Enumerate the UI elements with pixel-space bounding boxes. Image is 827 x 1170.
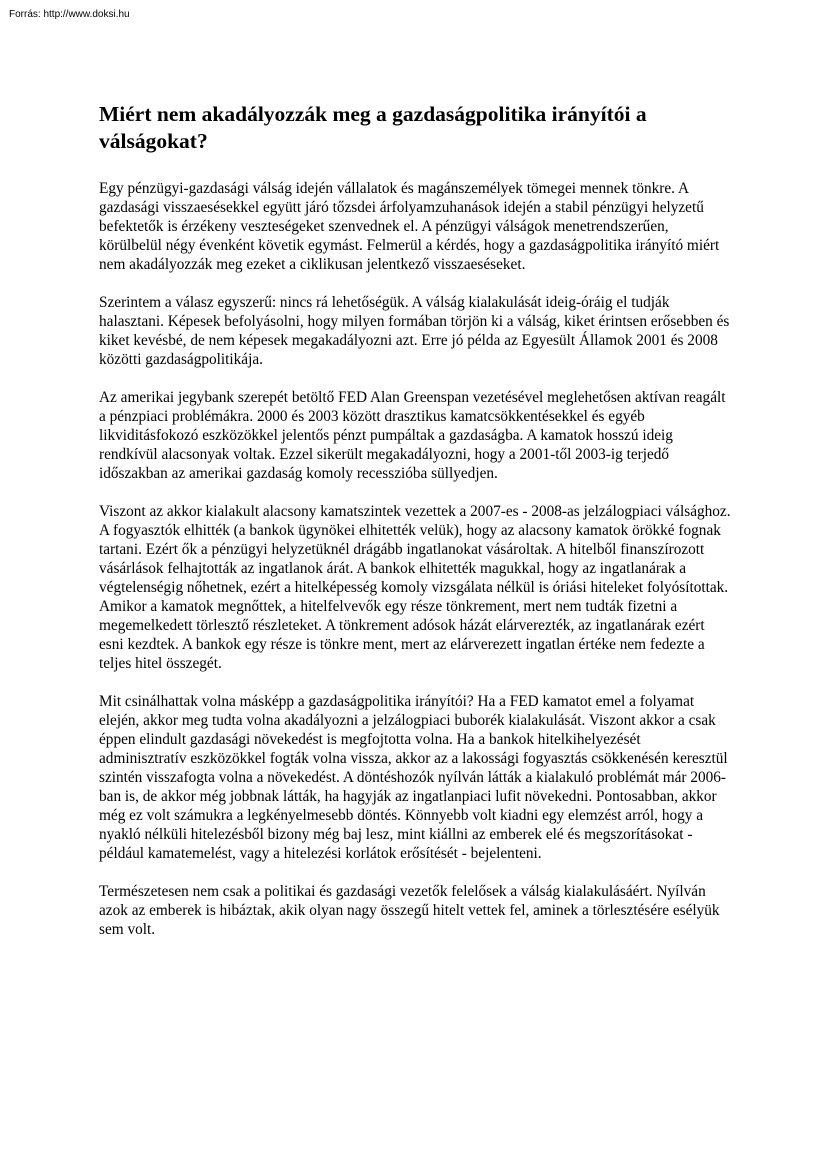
article-title: Miért nem akadályozzák meg a gazdaságpolitika irányítói a válságokat? <box>99 102 647 153</box>
paragraph-2: Szerintem a válasz egyszerű: nincs rá lehetőségük. A válság kialakulását ideig-óráig el tudják halasztani. Képesek befolyásolni, hogy milyen formában törjön ki a válság, kiket érintsen erősebben és kiket kevésbé, de nem képesek megakadályozni azt. Erre jó példa az Egyesült Államok 2001 és 2008 közötti gazdaságpolitikája. <box>99 294 730 368</box>
source-label: Forrás: http://www.doksi.hu <box>9 9 130 20</box>
paragraph-3: Az amerikai jegybank szerepét betöltő FED Alan Greenspan vezetésével meglehetősen aktívan reagált a pénzpiaci problémákra. 2000 és 2003 között drasztikus kamatcsökkentésekkel és egyéb likviditásfokozó eszközökkel jelentős pénzt pumpáltak a gazdaságba. A kamatok hosszú ideig rendkívül alacsonyak voltak. Ezzel sikerült megakadályozni, hogy a 2001-től 2003-ig terjedő időszakban az amerikai gazdaság komoly recesszióba süllyedjen. <box>99 389 726 482</box>
paragraph-5: Mit csinálhattak volna másképp a gazdaságpolitika irányítói? Ha a FED kamatot emel a folyamat elején, akkor meg tudta volna akadályozni a jelzálogpiaci buborék kialakulását. Viszont akkor a csak éppen elindult gazdasági növekedést is megfojtotta volna. Ha a bankok hitelkihelyezését adminisztratív eszközökkel fogták volna vissza, akkor az a lakossági fogyasztás csökkenésén keresztül szintén visszafogta volna a növekedést. A döntéshozók nyílván látták a kialakuló problémát már 2006-ban is, de akkor még jobbnak látták, ha hagyják az ingatlanpiaci lufit növekedni. Pontosabban, akkor még ez volt számukra a legkényelmesebb döntés. Könnyebb volt kiadni egy elemzést arról, hogy a nyakló nélküli hitelezésből bizony még baj lesz, mint kiállni az emberek elé és megszorításokat - például kamatemelést, vagy a hitelezési korlátok erősítését - bejelenteni. <box>99 693 728 862</box>
article-body <box>99 179 731 939</box>
paragraph-4: Viszont az akkor kialakult alacsony kamatszintek vezettek a 2007-es - 2008-as jelzálogpiaci válsághoz. A fogyasztók elhitték (a bankok ügynökei elhitették velük), hogy az alacsony kamatok örökké fognak tartani. Ezért ők a pénzügyi helyzetüknél drágább ingatlanokat vásároltak. A hitelből finanszírozott vásárlások felhajtották az ingatlanok árát. A bankok elhitették magukkal, hogy az ingatlanárak a végtelenségig nőhetnek, ezért a hitelképesség komoly vizsgálata nélkül is óriási hiteleket folyósítottak. Amikor a kamatok megnőttek, a hitelfelvevők egy része tönkrement, mert nem tudták fizetni a megemelkedett törlesztő részleteket. A tönkrement adósok házát elárverezték, az ingatlanárak ezért esni kezdtek. A bankok egy része is tönkre ment, mert az elárverezett ingatlan értéke nem fedezte a teljes hitel összegét. <box>99 503 731 672</box>
paragraph-6: Természetesen nem csak a politikai és gazdasági vezetők felelősek a válság kialakulásáért. Nyílván azok az emberek is hibáztak, akik olyan nagy összegű hitelt vettek fel, aminek a törlesztésére esélyük sem volt. <box>99 883 720 938</box>
paragraph-1: Egy pénzügyi-gazdasági válság idején vállalatok és magánszemélyek tömegei mennek tönkre. A gazdasági visszaesésekkel együtt járó tőzsdei árfolyamzuhanások idején a stabil pénzügyi helyzetű befektetők is érzékeny veszteségeket szenvednek el. A pénzügyi válságok menetrendszerűen, körülbelül négy évenként követik egymást. Felmerül a kérdés, hogy a gazdaságpolitika irányító miért nem akadályozzák meg ezeket a ciklikusan jelentkező visszaeséseket. <box>99 180 720 273</box>
article <box>99 101 731 939</box>
